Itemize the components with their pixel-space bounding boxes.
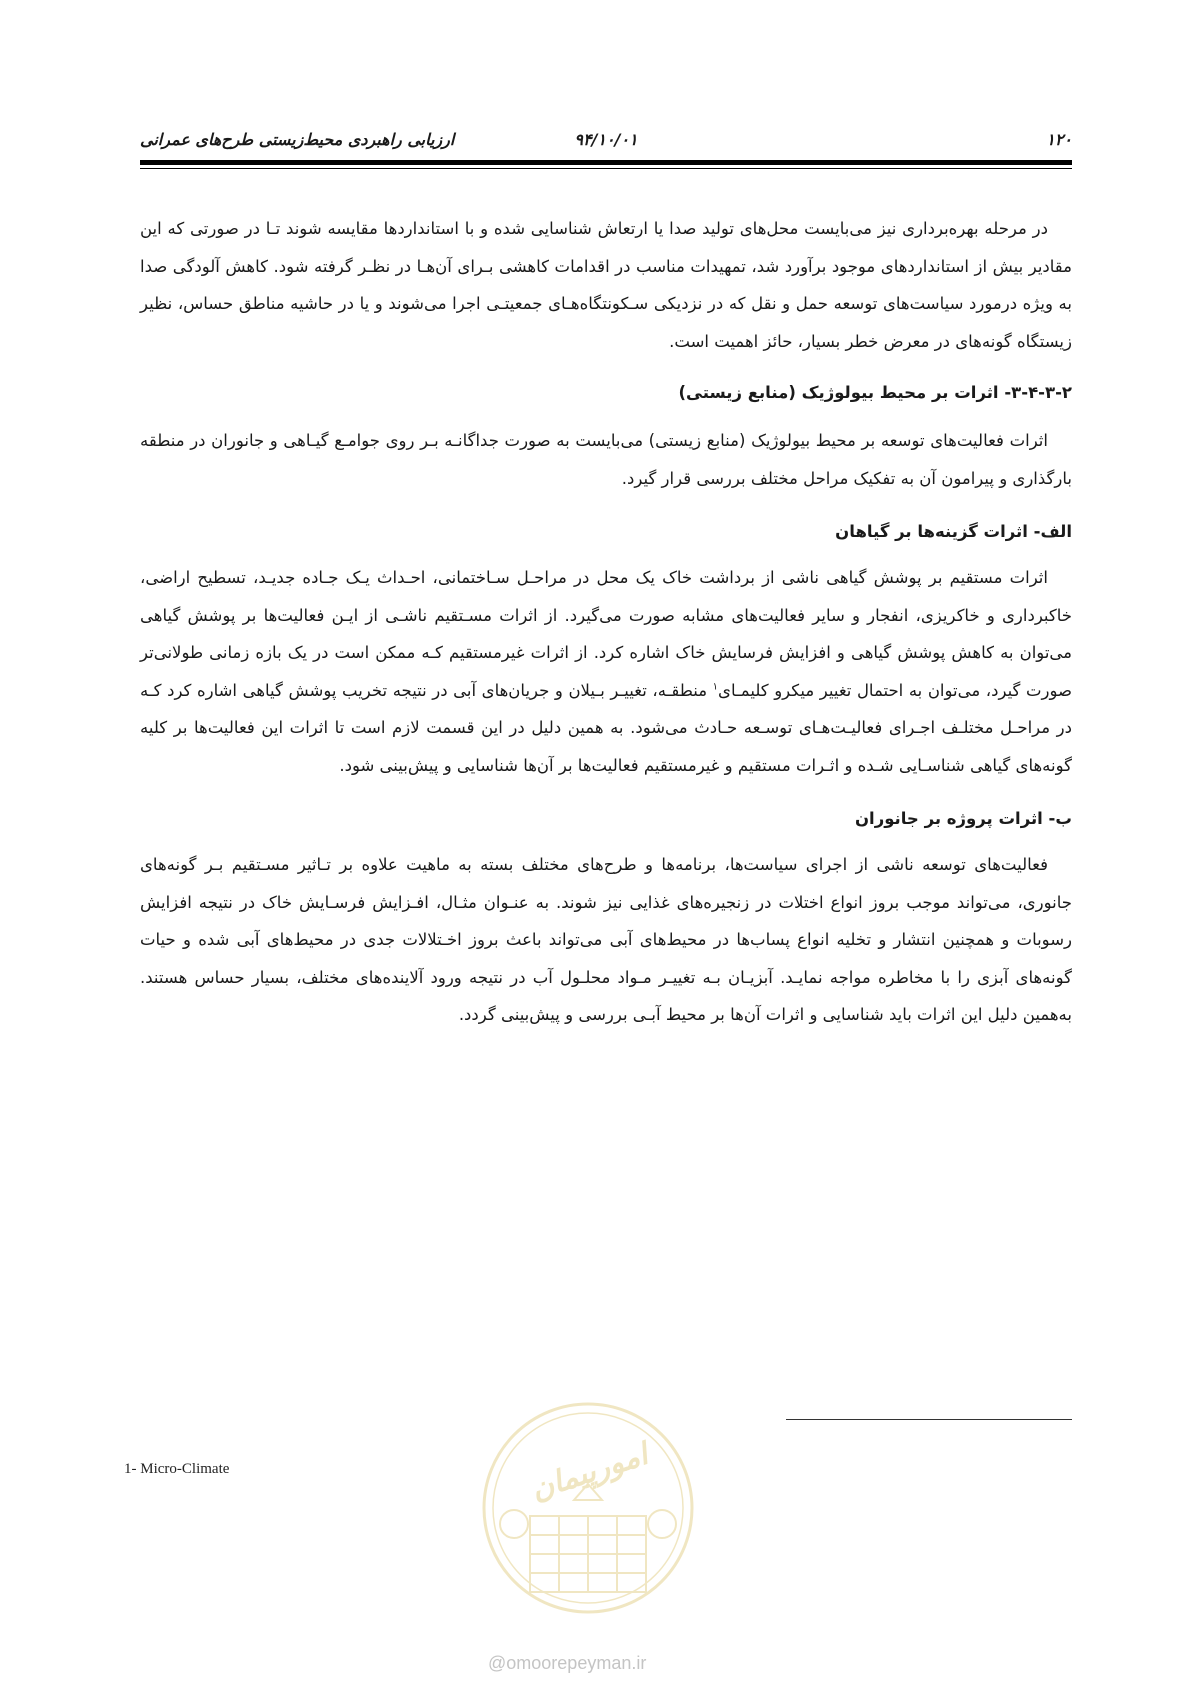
subheading-animals: ب- اثرات پروژه بر جانوران [854,809,1072,828]
subheading-plants: الف- اثرات گزینه‌ها بر گیاهان [835,522,1072,541]
header-rule-thin [140,168,1072,169]
header-rule-thick [140,160,1072,165]
paragraph-plants-part1: اثرات مستقیم بر پوشش گیاهی ناشی از برداشت خاک یک محل در مراحـل سـاختمانی، احـداث یـک جـاده جدیـد، تسطیح اراضی، خاکبرداری و خاکریزی، انفجار و سایر فعالیت‌های مشابه صورت می‌گیرد. از اثرات مسـتقیم ناشـی از ایـن فعالیت‌ها بر پوشش گیاهی می‌توان به کاهش پوشش گیاهی و افزایش فرسایش خاک اشاره کرد. از اثرات غیرمستقیم کـه ممکن است در یک بازه زمانی طولانی‌تر صورت گیرد، می‌توان به احتمال تغییر میکرو کلیمـای [140,568,1072,700]
page-number: ۱۲۰ [1046,130,1072,149]
paragraph-biological-intro: اثرات فعالیت‌های توسعه بر محیط بیولوژیک (منابع زیستی) می‌بایست به صورت جداگانـه بـر روی جوامـع گیـاهی و جانوران در منطقه بارگذاری و پیرامون آن به تفکیک مراحل مختلف بررسی قرار گیرد. [140,431,1072,488]
paragraph-plants-part2: منطقـه، تغییـر بـیلان و جریان‌های آبی در نتیجه تخریب پوشش گیاهی اشاره کرد کـه در مراحـل مختلـف اجـرای فعالیـت‌هـای توسـعه حـادث می‌شود. به همین دلیل در این قسمت لازم است تا اثرات این فعالیت‌ها بر کلیه گونه‌های گیاهی شناسـایی شـده و اثـرات مستقیم و غیرمستقیم فعالیت‌ها بر آن‌ها شناسایی و پیش‌بینی شود. [140,680,1072,775]
page-header [140,128,1072,154]
svg-text:امورپیمان: امورپیمان [526,1437,653,1508]
footnote-marker: ۱ [712,681,719,692]
watermark-website: @omoorepeyman.ir [488,1653,647,1673]
footnote-separator [786,1419,1072,1420]
body-text [140,210,1072,1034]
section-heading-biological: ۳-۴-۳-۲- اثرات بر محیط بیولوژیک (منابع زیستی) [678,383,1072,402]
running-title: ارزیابی راهبردی محیط‌زیستی طرح‌های عمرانی [140,130,455,149]
watermark-seal-logo [478,1398,698,1618]
paragraph-plants [140,559,1072,784]
paragraph-animals: فعالیت‌های توسعه ناشی از اجرای سیاست‌ها، برنامه‌ها و طرح‌های مختلف بسته به ماهیت علاوه بر تـاثیر مسـتقیم بـر گونه‌های جانوری، می‌تواند موجب بروز انواع اختلات در زنجیره‌های غذایی نیز شوند. به عنـوان مثـال، افـزایش فرسـایش خاک در نتیجه افزایش رسوبات و همچنین انتشار و تخلیه انواع پساب‌ها در محیط‌های آبی می‌تواند باعث بروز اخـتلالات جدی در محیط‌های آبی شده و حیات گونه‌های آبزی را با مخاطره مواجه نمایـد. آبزیـان بـه تغییـر مـواد محلـول آب در نتیجه ورود آلاینده‌های مختلف، بسیار حساس هستند. به‌همین دلیل این اثرات باید شناسایی و اثرات آن‌ها بر محیط آبـی بررسی و پیش‌بینی گردد. [140,855,1072,1024]
footnote: 1- Micro-Climate [124,1461,230,1477]
paragraph-noise-operation: در مرحله بهره‌برداری نیز می‌بایست محل‌های تولید صدا یا ارتعاش شناسایی شده و با استانداردها مقایسه شوند تـا در صورتی که این مقادیر بیش از استانداردهای موجود برآورد شد، تمهیدات مناسب در اقدامات کاهشی بـرای آن‌هـا در نظـر گرفته شود. کاهش آلودگی صدا به ویژه درمورد سیاست‌های توسعه حمل و نقل که در نزدیکی سـکونتگاه‌هـای جمعیتـی اجرا می‌شوند و یا در حاشیه مناطق حساس، نظیر زیستگاه گونه‌های در معرض خطر بسیار، حائز اهمیت است. [140,219,1072,351]
header-date: ۹۴/۱۰/۰۱ [574,130,638,149]
